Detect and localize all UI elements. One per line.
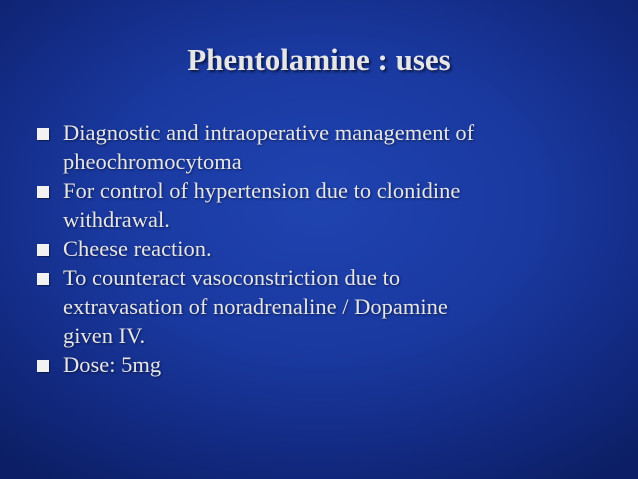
square-bullet-icon (37, 360, 49, 372)
bullet-list (35, 118, 615, 379)
bullet-line: Diagnostic and intraoperative management of (63, 120, 475, 145)
bullet-item-4 (35, 263, 615, 350)
bullet-line: To counteract vasoconstriction due to (63, 265, 401, 290)
bullet-line: Cheese reaction. (63, 236, 212, 261)
bullet-item-2 (35, 176, 615, 234)
bullet-line: withdrawal. (63, 207, 170, 232)
bullet-item-3 (35, 234, 615, 263)
square-bullet-icon (37, 273, 49, 285)
bullet-line: For control of hypertension due to clonidine (63, 178, 461, 203)
bullet-line: Dose: 5mg (63, 352, 162, 377)
square-bullet-icon (37, 244, 49, 256)
slide-title: Phentolamine : uses (187, 42, 451, 77)
square-bullet-icon (37, 128, 49, 140)
square-bullet-icon (37, 186, 49, 198)
bullet-line: extravasation of noradrenaline / Dopamine (63, 294, 448, 319)
bullet-line: given IV. (63, 323, 146, 348)
bullet-item-5 (35, 350, 615, 379)
bullet-item-1 (35, 118, 615, 176)
bullet-line: pheochromocytoma (63, 149, 242, 174)
